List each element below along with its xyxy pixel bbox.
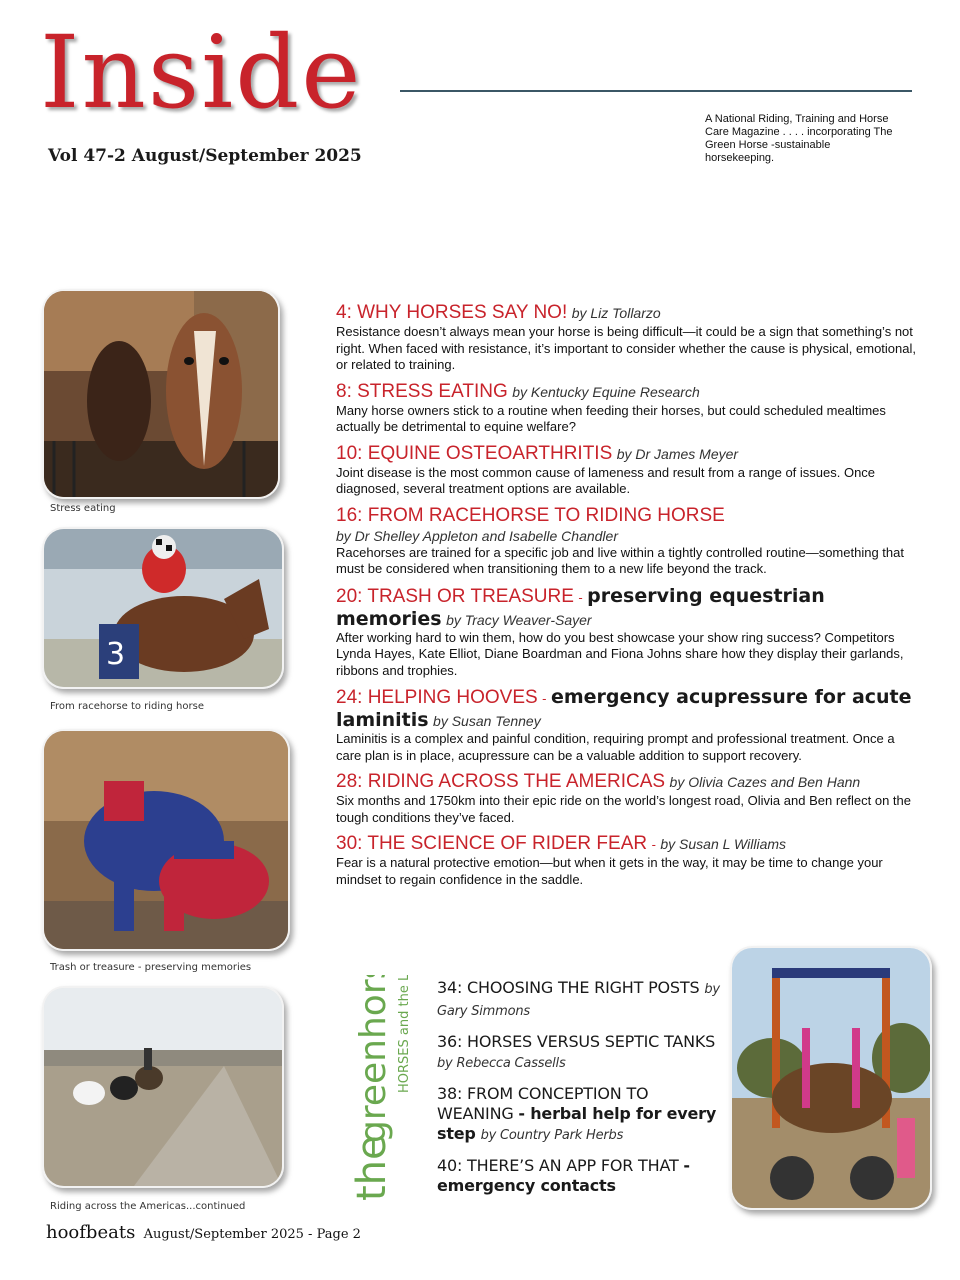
photo-caption: Riding across the Americas...continued — [50, 1201, 246, 1212]
article-item[interactable] — [336, 505, 916, 578]
article-item[interactable] — [336, 443, 916, 498]
article-summary: Joint disease is the most common cause of lameness and result from a range of issues. Once diagnosed, several treatment options are available. — [336, 464, 876, 496]
tagline: A National Riding, Training and Horse Care Magazine . . . . incorporating The Green Horse -sustainable horsekeeping. — [705, 113, 893, 164]
article-byline: by Susan L Williams — [660, 836, 787, 852]
header-rule — [400, 90, 912, 92]
photo-road-horses — [42, 986, 284, 1188]
photo-caption: Stress eating — [50, 503, 116, 514]
article-summary: Fear is a natural protective emotion—but when it gets in the way, it may be time to change your mindset to regain confidence in the saddle. — [336, 855, 883, 887]
article-byline: by Dr James Meyer — [616, 445, 739, 462]
article-subtitle: emergency acupressure for acute laminitis — [336, 686, 912, 731]
greenhorse-list — [437, 978, 722, 1206]
article-title[interactable]: 20: TRASH OR TREASURE — [336, 585, 574, 607]
greenhorse-title[interactable]: 34: CHOOSING THE RIGHT POSTS — [437, 978, 700, 997]
greenhorse-logo-sub: HORSES and the LAND — [397, 975, 412, 1093]
article-byline: by Liz Tollarzo — [571, 305, 661, 321]
greenhorse-item[interactable] — [437, 1156, 722, 1196]
greenhorse-byline: by Country Park Herbs — [480, 1128, 624, 1143]
greenhorse-logo-the: the — [349, 1135, 395, 1201]
article-byline: by Dr Shelley Appleton and Isabelle Chandler — [336, 527, 618, 544]
article-byline: by Kentucky Equine Research — [512, 383, 700, 400]
article-byline: by Susan Tenney — [433, 713, 541, 729]
article-summary: Racehorses are trained for a specific job and live within a tightly controlled routine—something that must be considered when transitioning them to a new life beyond the track. — [336, 544, 904, 576]
article-title[interactable]: 8: STRESS EATING — [336, 380, 508, 402]
greenhorse-subtitle: - herbal help for every step — [437, 1104, 717, 1143]
volume-line: Vol 47-2 August/September 2025 — [48, 146, 362, 166]
article-title[interactable]: 30: THE SCIENCE OF RIDER FEAR — [336, 833, 648, 854]
article-summary: Resistance doesn’t always mean your horse is being difficult—it could be a sign that something’s not right. When faced with resistance, it’s important to consider whether the cause is physical, emotional, or related to training. — [336, 324, 916, 372]
title-separator: - — [651, 837, 656, 852]
article-summary: After working hard to win them, how do you best showcase your show ring success? Competitors Lynda Hayes, Kate Elliot, Diane Boardman and Fiona Johns share how they display their garlands, ribbons and trophies. — [336, 629, 904, 678]
photo-racehorse — [42, 527, 284, 689]
greenhorse-byline: by Rebecca Cassells — [437, 1056, 566, 1071]
photo-caption: Trash or treasure - preserving memories — [50, 962, 252, 973]
title-separator: - — [578, 589, 583, 605]
article-title[interactable]: 10: EQUINE OSTEOARTHRITIS — [336, 442, 613, 464]
article-title[interactable]: 28: RIDING ACROSS THE AMERICAS — [336, 771, 666, 792]
photo-horse-rescue — [730, 946, 932, 1210]
title-separator: - — [542, 691, 547, 706]
article-byline: by Tracy Weaver-Sayer — [446, 611, 592, 628]
article-title[interactable]: 24: HELPING HOOVES — [336, 687, 538, 708]
article-title[interactable]: 16: FROM RACEHORSE TO RIDING HORSE — [336, 504, 725, 526]
footer-brand: hoofbeats — [46, 1222, 136, 1243]
photo-stress-eating — [42, 289, 280, 499]
page-footer — [46, 1222, 361, 1243]
article-title[interactable]: 4: WHY HORSES SAY NO! — [336, 302, 568, 323]
greenhorse-subtitle: - emergency contacts — [437, 1156, 690, 1195]
article-summary: Many horse owners stick to a routine when feeding their horses, but could scheduled mealtimes actually be detrimental to equine welfare? — [336, 402, 886, 434]
greenhorse-item[interactable] — [437, 978, 722, 1022]
article-item[interactable] — [336, 686, 916, 764]
greenhorse-title[interactable]: 36: HORSES VERSUS SEPTIC TANKS — [437, 1032, 716, 1051]
greenhorse-byline: by Gary Simmons — [437, 982, 720, 1019]
greenhorse-title[interactable]: 38: FROM CONCEPTION TO WEANING — [437, 1084, 649, 1123]
greenhorse-logo-name: greenhorse — [353, 975, 394, 1143]
article-item[interactable] — [336, 302, 916, 374]
photo-ribbon-horse — [42, 729, 290, 951]
article-item[interactable] — [336, 833, 916, 888]
greenhorse-title[interactable]: 40: THERE’S AN APP FOR THAT — [437, 1156, 679, 1175]
greenhorse-logo — [330, 975, 415, 1205]
article-summary: Six months and 1750km into their epic ride on the world’s longest road, Olivia and Ben reflect on the tough conditions they’ve faced. — [336, 793, 911, 825]
photo-caption: From racehorse to riding horse — [50, 701, 204, 712]
article-subtitle: preserving equestrian memories — [336, 584, 825, 630]
article-item[interactable] — [336, 585, 916, 680]
article-item[interactable] — [336, 381, 916, 436]
svg-text:3: 3 — [106, 637, 126, 672]
page-title: Inside — [40, 14, 363, 131]
contents-list — [336, 302, 916, 895]
article-byline: by Olivia Cazes and Ben Hann — [669, 774, 861, 790]
footer-page-info: August/September 2025 - Page 2 — [143, 1227, 361, 1242]
greenhorse-item[interactable] — [437, 1084, 722, 1146]
article-item[interactable] — [336, 771, 916, 826]
greenhorse-item[interactable] — [437, 1032, 722, 1074]
article-summary: Laminitis is a complex and painful condition, requiring prompt and professional treatment. Once a care plan is in place, acupressure can be a valuable addition to support recovery. — [336, 731, 895, 763]
